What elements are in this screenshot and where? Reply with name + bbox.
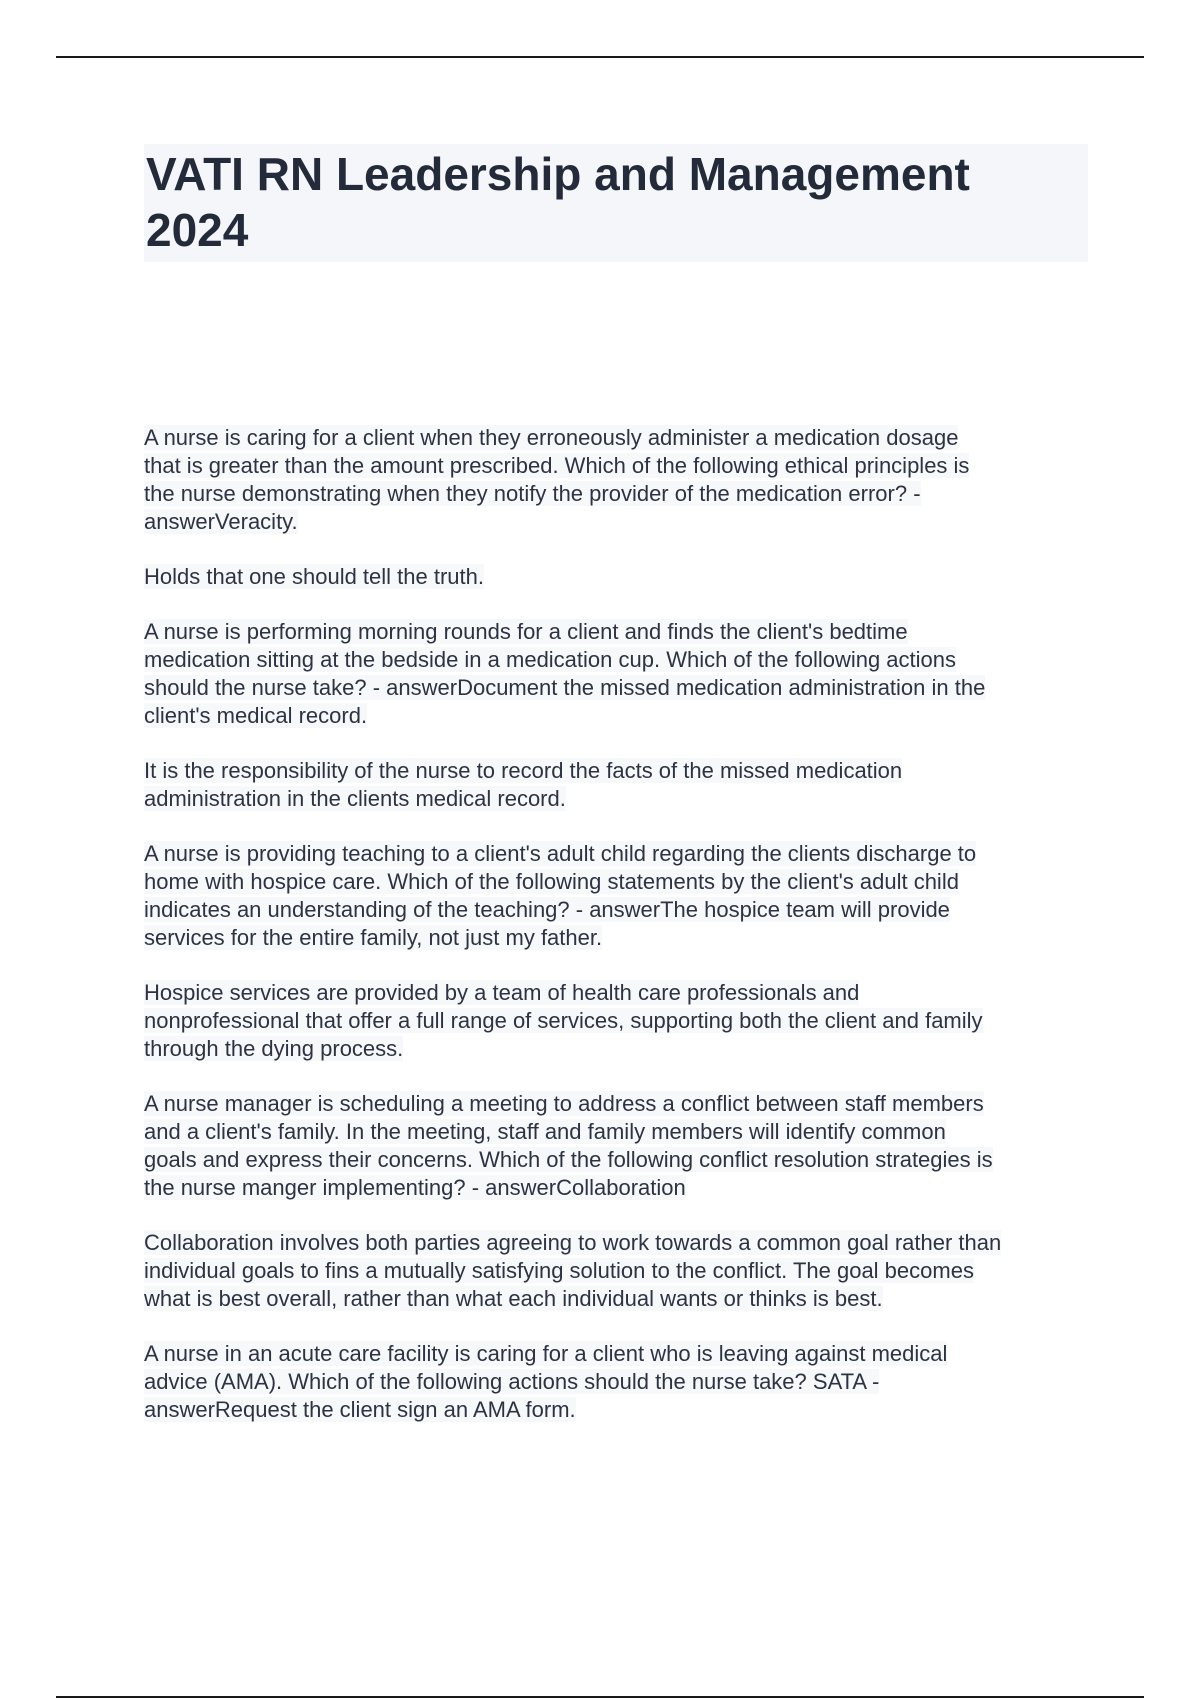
text-line bbox=[144, 785, 1088, 813]
text-line-content: through the dying process. bbox=[144, 1036, 404, 1061]
explanation-paragraph bbox=[144, 979, 1088, 1063]
text-line bbox=[144, 1368, 1088, 1396]
text-line-content: that is greater than the amount prescribed. Which of the following ethical principles is bbox=[144, 453, 970, 478]
text-line bbox=[144, 1174, 1088, 1202]
text-line bbox=[144, 1340, 1088, 1368]
top-divider bbox=[56, 56, 1144, 58]
text-line-content: A nurse manager is scheduling a meeting to address a conflict between staff members bbox=[144, 1091, 984, 1116]
text-line bbox=[144, 924, 1088, 952]
question-paragraph bbox=[144, 424, 1088, 536]
text-line bbox=[144, 563, 1088, 591]
text-line bbox=[144, 618, 1088, 646]
text-line-content: A nurse is performing morning rounds for a client and finds the client's bedtime bbox=[144, 619, 908, 644]
text-line bbox=[144, 868, 1088, 896]
text-line-content: answerRequest the client sign an AMA form. bbox=[144, 1397, 576, 1422]
text-line-content: services for the entire family, not just my father. bbox=[144, 925, 603, 950]
text-line-content: individual goals to fins a mutually satisfying solution to the conflict. The goal becomes bbox=[144, 1258, 974, 1283]
text-line bbox=[144, 1118, 1088, 1146]
bottom-divider bbox=[56, 1696, 1144, 1698]
title-line: 2024 bbox=[146, 204, 249, 256]
question-paragraph bbox=[144, 1340, 1088, 1424]
text-line-content: the nurse manger implementing? - answerCollaboration bbox=[144, 1175, 686, 1200]
text-line bbox=[144, 424, 1088, 452]
text-line bbox=[144, 1285, 1088, 1313]
text-line-content: Holds that one should tell the truth. bbox=[144, 564, 484, 589]
text-line-content: home with hospice care. Which of the following statements by the client's adult child bbox=[144, 869, 959, 894]
question-paragraph bbox=[144, 618, 1088, 730]
text-line-content: the nurse demonstrating when they notify the provider of the medication error? - bbox=[144, 481, 921, 506]
text-line-content: A nurse is caring for a client when they erroneously administer a medication dosage bbox=[144, 425, 959, 450]
question-paragraph bbox=[144, 1090, 1088, 1202]
text-line-content: administration in the clients medical record. bbox=[144, 786, 566, 811]
text-line bbox=[144, 840, 1088, 868]
text-line-content: and a client's family. In the meeting, staff and family members will identify common bbox=[144, 1119, 946, 1144]
text-line-content: A nurse is providing teaching to a client's adult child regarding the clients discharge to bbox=[144, 841, 977, 866]
text-line-content: goals and express their concerns. Which of the following conflict resolution strategies is bbox=[144, 1147, 993, 1172]
question-paragraph bbox=[144, 840, 1088, 952]
text-line-content: A nurse in an acute care facility is caring for a client who is leaving against medical bbox=[144, 1341, 948, 1366]
text-line bbox=[144, 757, 1088, 785]
text-line bbox=[144, 896, 1088, 924]
text-line-content: answerVeracity. bbox=[144, 509, 298, 534]
text-line bbox=[144, 674, 1088, 702]
title-line: VATI RN Leadership and Management bbox=[146, 148, 970, 200]
explanation-paragraph bbox=[144, 563, 1088, 591]
text-line bbox=[144, 1090, 1088, 1118]
document-title bbox=[146, 146, 1084, 258]
text-line bbox=[144, 452, 1088, 480]
text-line-content: medication sitting at the bedside in a medication cup. Which of the following actions bbox=[144, 647, 957, 672]
explanation-paragraph bbox=[144, 757, 1088, 813]
text-line bbox=[144, 1257, 1088, 1285]
text-line-content: indicates an understanding of the teaching? - answerThe hospice team will provide bbox=[144, 897, 950, 922]
text-line-content: advice (AMA). Which of the following actions should the nurse take? SATA - bbox=[144, 1369, 880, 1394]
text-line bbox=[144, 979, 1088, 1007]
text-line-content: Collaboration involves both parties agreeing to work towards a common goal rather than bbox=[144, 1230, 1002, 1255]
text-line bbox=[144, 480, 1088, 508]
text-line bbox=[144, 1229, 1088, 1257]
document-body bbox=[144, 424, 1088, 1451]
text-line bbox=[144, 1396, 1088, 1424]
text-line bbox=[144, 1007, 1088, 1035]
text-line bbox=[144, 1146, 1088, 1174]
text-line bbox=[144, 508, 1088, 536]
explanation-paragraph bbox=[144, 1229, 1088, 1313]
text-line-content: what is best overall, rather than what each individual wants or thinks is best. bbox=[144, 1286, 883, 1311]
text-line-content: Hospice services are provided by a team of health care professionals and bbox=[144, 980, 860, 1005]
text-line bbox=[144, 646, 1088, 674]
text-line-content: should the nurse take? - answerDocument the missed medication administration in the bbox=[144, 675, 986, 700]
text-line bbox=[144, 702, 1088, 730]
text-line-content: nonprofessional that offer a full range of services, supporting both the client and family bbox=[144, 1008, 983, 1033]
title-block bbox=[144, 144, 1088, 262]
text-line-content: client's medical record. bbox=[144, 703, 368, 728]
text-line bbox=[144, 1035, 1088, 1063]
text-line-content: It is the responsibility of the nurse to record the facts of the missed medication bbox=[144, 758, 903, 783]
